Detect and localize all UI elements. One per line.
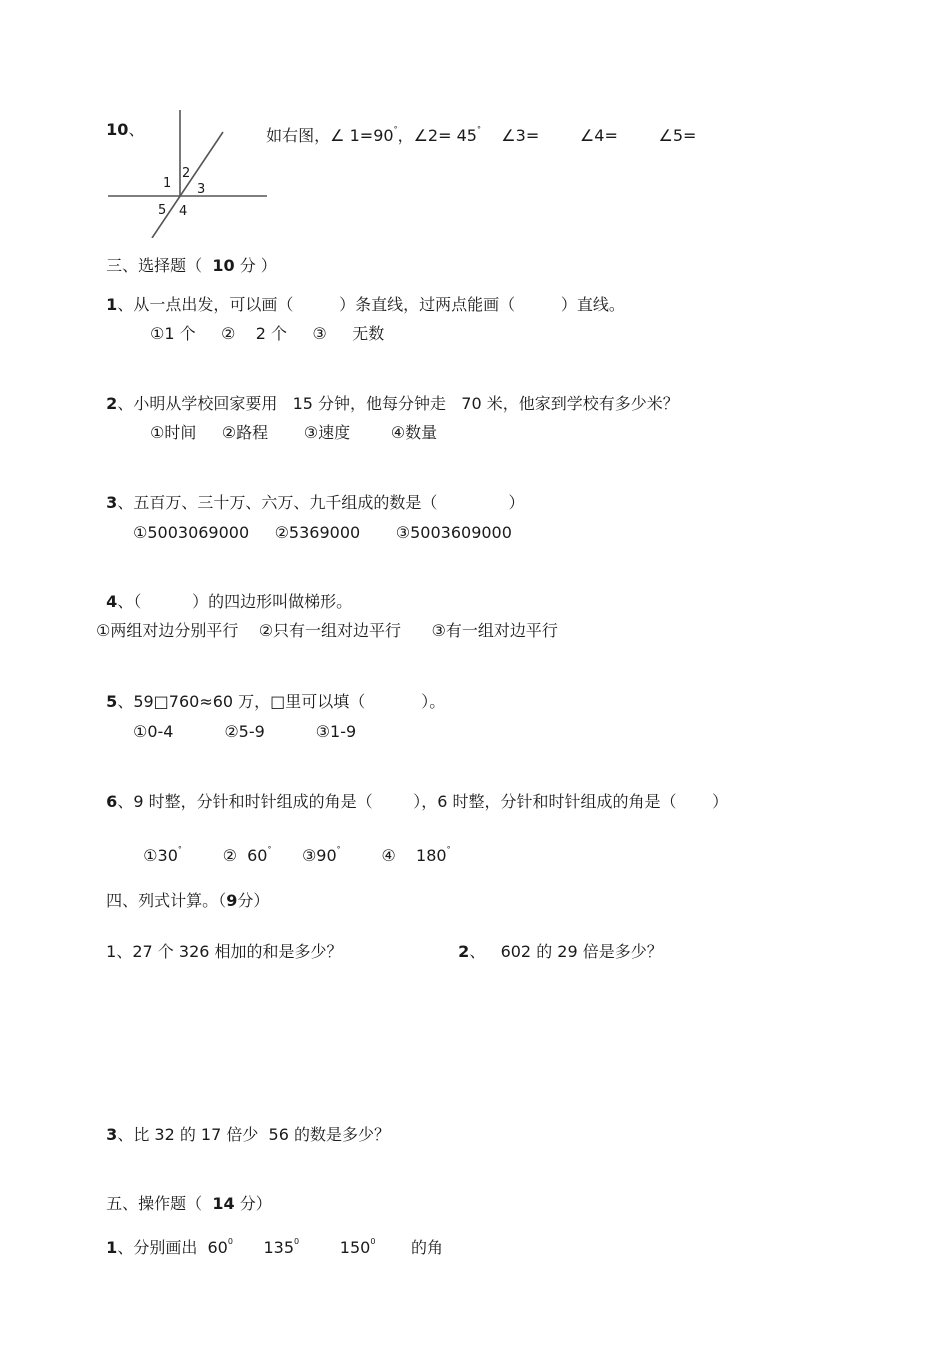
calc-q3 [96,1105,390,1145]
calc-q2-text: 、 602 的 29 倍是多少？ [469,942,663,961]
sec5-pre: 五、操作题（ [106,1194,213,1213]
deg-mark: ° [336,845,341,854]
choice-q6-opt2: ② 60 [222,846,268,865]
choice-q3 [96,473,525,513]
angle-label-3: 3 [197,182,206,197]
choice-q6 [96,772,728,812]
choice-q5-text: 、59□760≈60 万，□里可以填（ ）。 [117,692,446,711]
calc-q2-num: 2 [458,942,470,961]
choice-q1 [96,275,625,315]
sec3-score: 10 [212,256,235,275]
choice-q4 [96,572,352,612]
choice-q6-opt4: ④ 180 [381,846,447,865]
q10-sep: 、 [128,120,145,139]
q10-rest2: ∠3= ∠4= ∠5= [501,126,697,145]
choice-q5-num: 5 [106,692,118,711]
choice-q5 [96,672,445,712]
choice-q4-text: 、（ ）的四边形叫做梯形。 [117,592,353,611]
section-5-title [96,1174,272,1214]
op1-sup2: 0 [294,1237,300,1246]
choice-q1-num: 1 [106,295,118,314]
choice-q4-num: 4 [106,592,118,611]
choice-q6-num: 6 [106,792,118,811]
choice-q2-options: ①时间 ②路程 ③速度 ④数量 [150,423,438,442]
op1-sup3: 0 [370,1237,376,1246]
operation-q1 [96,1212,443,1258]
sec4-post: 分） [237,891,270,910]
choice-q4-options: ①两组对边分别平行 ②只有一组对边平行 ③有一组对边平行 [96,621,558,640]
section-3-title [96,236,277,276]
sec3-post: 分 ） [234,256,277,275]
calc-q1 [96,922,343,962]
q10-deg-1: ° [393,125,398,134]
op1-sup1: 0 [227,1237,233,1246]
choice-q2-num: 2 [106,394,118,413]
q10-prompt-text: 如右图，∠ 1=90 [266,126,394,145]
choice-q5-options: ①0-4 ②5-9 ③1-9 [133,722,357,741]
deg-mark: ° [446,845,451,854]
op1-tail: 的角 [411,1238,444,1257]
choice-q6-opt3: ③90 [301,846,337,865]
sec3-pre: 三、选择题（ [106,256,213,275]
choice-q2 [96,374,679,414]
choice-q6-text: 、9 时整，分针和时针组成的角是（ ），6 时整，分针和时针组成的角是（ ） [117,792,729,811]
calc-q2 [448,922,663,962]
choice-q3-num: 3 [106,493,118,512]
choice-q3-text: 、五百万、三十万、六万、九千组成的数是（ ） [117,493,525,512]
calc-q1-num: 1 [106,942,117,961]
q10-prompt [256,100,696,146]
choice-q1-text: 、从一点出发，可以画（ ）条直线，过两点能画（ ）直线。 [117,295,625,314]
q10-deg-2: ° [476,125,481,134]
angle-label-1: 1 [163,176,172,191]
angle-label-2: 2 [182,166,191,181]
choice-q1-options: ①1 个 ② 2 个 ③ 无数 [150,324,385,343]
sec5-post: 分） [234,1194,272,1213]
calc-q3-num: 3 [106,1125,118,1144]
angle-figure [105,106,270,238]
choice-q3-options: ①5003069000 ②5369000 ③5003609000 [133,523,512,542]
calc-q1-text: 、27 个 326 相加的和是多少？ [116,942,343,961]
calc-q3-text: 、比 32 的 17 倍少 56 的数是多少？ [117,1125,390,1144]
q10-rest1: ，∠2= 45 [397,126,477,145]
deg-mark: ° [177,845,182,854]
sec4-pre: 四、列式计算。（ [106,891,227,910]
angle-label-5: 5 [158,203,167,218]
op1-num: 1 [106,1238,118,1257]
section-4-title [96,871,269,911]
op1-mid1: 135 [263,1238,295,1257]
choice-q2-text: 、小明从学校回家要用 15 分钟，他每分钟走 70 米，他家到学校有多少米？ [117,394,679,413]
sec4-score: 9 [226,891,238,910]
op1-text: 、分别画出 60 [117,1238,228,1257]
angle-label-4: 4 [179,204,188,219]
choice-q6-opt1: ①30 [143,846,178,865]
sec5-score: 14 [212,1194,235,1213]
q10-number: 10 [106,120,129,139]
deg-mark: ° [267,845,272,854]
op1-mid2: 150 [339,1238,371,1257]
choice-q6-options [133,820,451,866]
